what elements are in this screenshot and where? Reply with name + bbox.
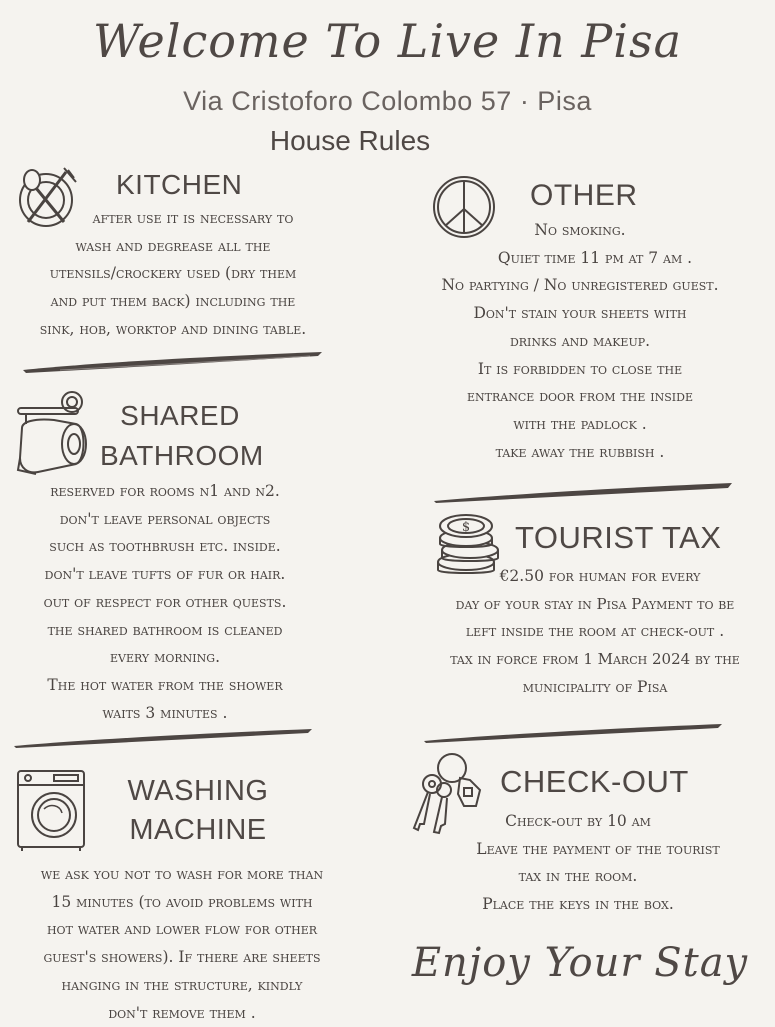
- bathroom-line: don't leave personal objects: [59, 509, 271, 528]
- tax-line: €2.50 for human for every: [499, 567, 701, 585]
- other-line: Quiet time 11 pm at 7 am .: [497, 248, 693, 267]
- other-line: Don't stain your sheets with: [473, 304, 687, 323]
- bathroom-rules: [0, 478, 330, 727]
- washing-line: don't remove them .: [108, 1003, 256, 1022]
- washing-line: 15 minutes (to avoid problems with: [51, 892, 313, 911]
- washing-heading-line1: WASHING: [127, 775, 269, 807]
- kitchen-line: after use it is necessary to: [92, 209, 294, 227]
- washing-line: hot water and lower flow for other: [46, 920, 318, 939]
- tax-line: day of your stay in Pisa Payment to be: [455, 594, 735, 613]
- checkout-heading: CHECK-OUT: [500, 764, 689, 799]
- kitchen-line: utensils/crockery used (dry them: [49, 264, 297, 283]
- section-title: House Rules: [269, 125, 431, 156]
- toilet-paper-icon: [14, 388, 90, 482]
- other-rules: [400, 217, 760, 466]
- other-line: entrance door from the inside: [467, 387, 693, 406]
- washing-line: guest's showers). If there are sheets: [43, 948, 321, 967]
- washing-machine-icon: [14, 767, 90, 857]
- kitchen-heading: KITCHEN: [116, 169, 243, 200]
- bathroom-line: The hot water from the shower: [47, 675, 283, 694]
- washing-line: we ask you not to wash for more than: [40, 865, 324, 883]
- washing-heading: [118, 772, 278, 850]
- bathroom-line: reserved for rooms n1 and n2.: [50, 482, 280, 500]
- other-line: It is forbidden to close the: [477, 359, 683, 378]
- kitchen-line: and put them back) including the: [50, 292, 296, 311]
- bathroom-line: don't leave tufts of fur or hair.: [44, 565, 286, 584]
- bathroom-line: waits 3 minutes .: [102, 703, 228, 722]
- other-line: with the padlock .: [513, 414, 647, 433]
- kitchen-rules: [0, 205, 346, 344]
- brush-divider: [432, 481, 734, 505]
- washing-rules: [0, 861, 364, 1027]
- tax-line: municipality of Pisa: [522, 677, 668, 696]
- checkout-line: Check-out by 10 am: [505, 812, 651, 830]
- bathroom-heading-line1: SHARED: [120, 400, 240, 431]
- bathroom-line: the shared bathroom is cleaned: [47, 620, 283, 639]
- other-line: No smoking.: [534, 221, 626, 239]
- brush-divider: [12, 726, 314, 750]
- bathroom-heading-line2: BATHROOM: [100, 440, 264, 471]
- other-line: No partying / No unregistered guest.: [441, 276, 719, 295]
- closing-message: Enjoy Your Stay: [411, 940, 749, 986]
- checkout-line: tax in the room.: [518, 867, 638, 886]
- other-line: drinks and makeup.: [509, 331, 651, 350]
- tax-rules: [415, 563, 775, 702]
- tax-heading: TOURIST TAX: [515, 520, 722, 555]
- page-title: Welcome To Live In Pisa: [92, 14, 682, 68]
- address: Via Cristoforo Colombo 57 · Pisa: [183, 86, 592, 116]
- washing-line: hanging in the structure, kindly: [61, 975, 303, 994]
- brush-divider: [422, 721, 724, 745]
- bathroom-line: every morning.: [109, 648, 220, 667]
- checkout-line: Leave the payment of the tourist: [476, 839, 720, 858]
- kitchen-line: wash and degrease all the: [75, 236, 271, 255]
- bathroom-line: such as toothbrush etc. inside.: [49, 537, 281, 556]
- coin-symbol: $: [461, 520, 471, 535]
- tax-line: left inside the room at check-out .: [465, 622, 725, 641]
- other-line: take away the rubbish .: [495, 442, 665, 461]
- washing-heading-line2: MACHINE: [129, 814, 267, 846]
- kitchen-line: sink, hob, worktop and dining table.: [39, 319, 307, 338]
- bathroom-heading: [100, 396, 264, 476]
- bathroom-line: out of respect for other quests.: [43, 592, 287, 611]
- checkout-rules: [410, 808, 746, 919]
- other-heading: OTHER: [530, 179, 638, 212]
- checkout-line: Place the keys in the box.: [482, 895, 674, 914]
- brush-divider: [20, 350, 325, 376]
- tax-line: tax in force from 1 March 2024 by the: [450, 650, 740, 669]
